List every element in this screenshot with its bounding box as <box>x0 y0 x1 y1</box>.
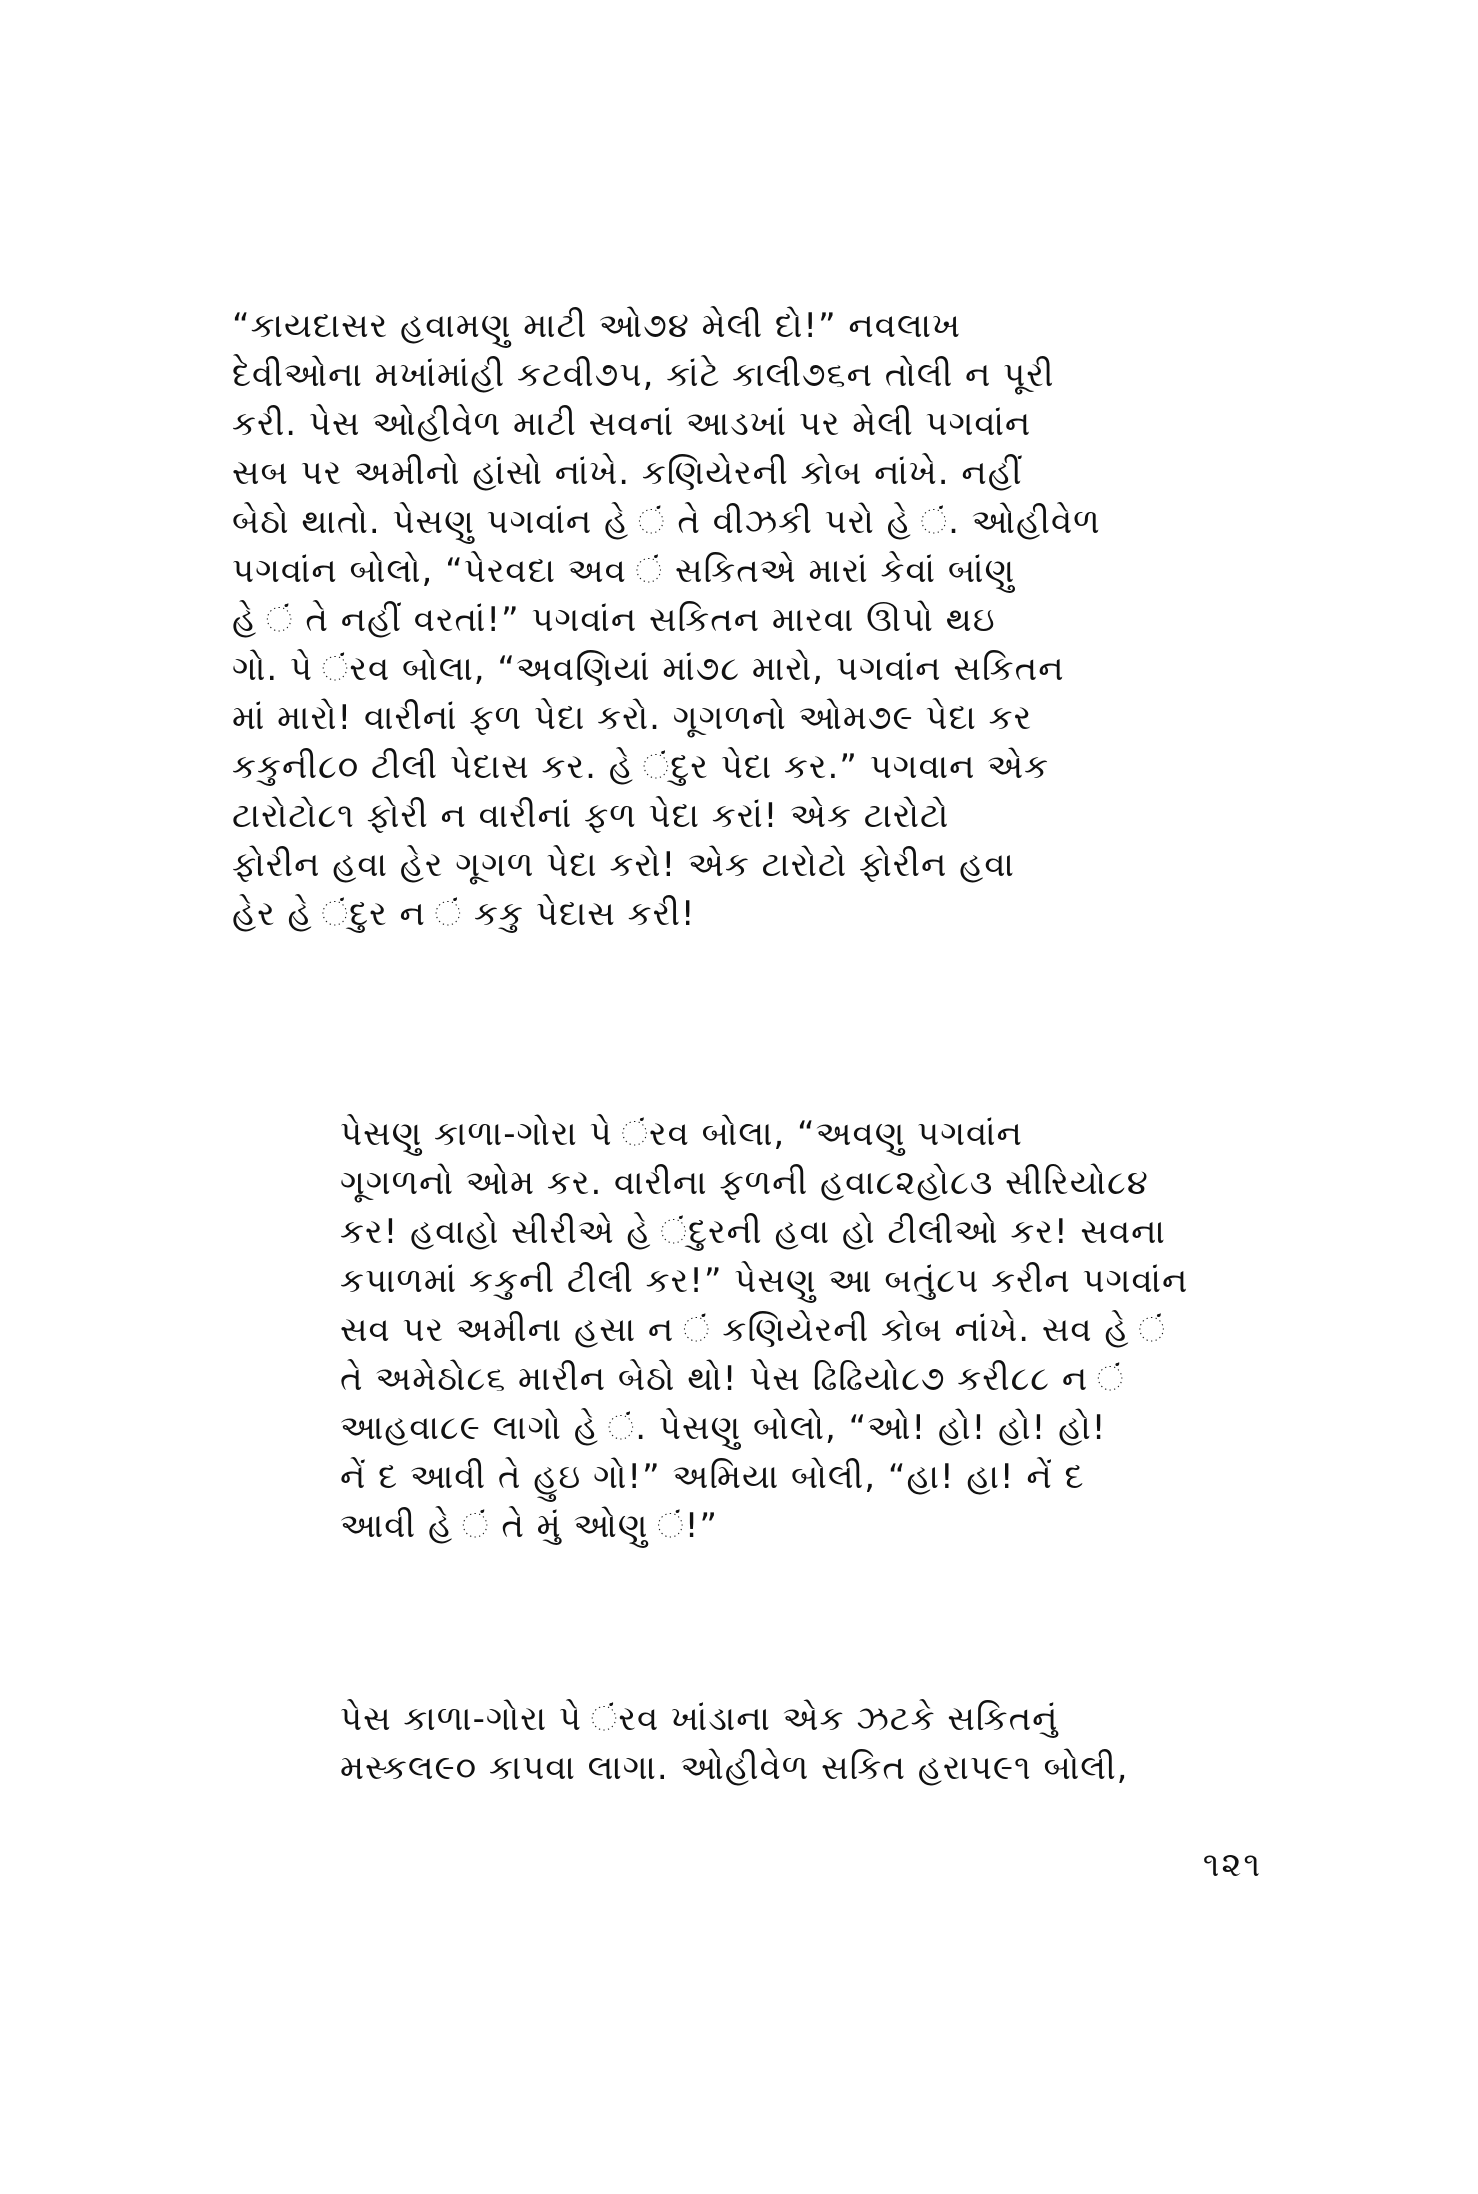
text-line: ટારોટો૮૧ ફોરી ન વારીનાં ફળ પેદા કરાં! એક ટારોટો <box>232 796 950 836</box>
text-line: ફોરીન હવા હેર ગૂગળ પેદા કરો! એક ટારોટો ફોરીન હવા <box>232 845 1015 885</box>
text-line: આહવા૮૯ લાગો હે ં. પેસણુ બોલો, “ઓ! હો! હો! હો! <box>340 1408 1107 1448</box>
text-line: દેવીઓના મખાંમાંહી કટવી૭૫, કાંટે કાલી૭૬ન તોલી ન પૂરી <box>232 355 1055 395</box>
text-line: પેસણુ કાળા-ગોરા પે ંરવ બોલા, “અવણુ પગવાંન <box>340 1114 1023 1154</box>
text-line: કરી. પેસ ઓહીવેળ માટી સવનાં આડખાં પર મેલી પગવાંન <box>232 404 1032 444</box>
text-line: સબ પર અમીનો હાંસો નાંખે. કણિયેરની કોબ નાંખે. નહીં <box>232 453 1023 493</box>
text-line: તે અમેઠો૮૬ મારીન બેઠો થો! પેસ ઢિઢિયો૮૭ કરી૮૮ ન ં <box>340 1359 1125 1399</box>
text-line: સવ પર અમીના હસા ન ં કણિયેરની કોબ નાંખે. સવ હે ં <box>340 1310 1166 1350</box>
text-line: “કાયદાસર હવામણુ માટી ઓ૭૪ મેલી દો!” નવલાખ <box>232 306 961 346</box>
text-line: હેર હે ંદુર ન ં કકુ પેદાસ કરી! <box>232 894 696 934</box>
text-line: આવી હે ં તે મું ઓણુ ં!” <box>340 1506 719 1546</box>
text-line: ગૂગળનો ઓમ કર. વારીના ફળની હવા૮૨હો૮૩ સીરિયો૮૪ <box>340 1163 1149 1203</box>
text-line: કપાળમાં કકુની ટીલી કર!” પેસણુ આ બતું૮૫ કરીન પગવાંન <box>340 1261 1189 1301</box>
page-number: ૧૨૧ <box>1202 1845 1262 1885</box>
text-line: ગો. પે ંરવ બોલા, “અવણિયાં માં૭૮ મારો, પગવાંન સકિતન <box>232 649 1065 689</box>
text-line: બેઠો થાતો. પેસણુ પગવાંન હે ં તે વીઝકી પરો હે ં. ઓહીવેળ <box>232 502 1101 542</box>
text-line: કર! હવાહો સીરીએ હે ંદુરની હવા હો ટીલીઓ કર! સવના <box>340 1212 1166 1252</box>
text-line: પેસ કાળા-ગોરા પે ંરવ ખાંડાના એક ઝટકે સકિતનું <box>340 1699 1059 1739</box>
paragraph-2 <box>232 1110 1262 1551</box>
text-line: મસ્કલ૯૦ કાપવા લાગા. ઓહીવેળ સકિત હરાપ૯૧ બોલી, <box>340 1748 1129 1788</box>
text-line: માં મારો! વારીનાં ફળ પેદા કરો. ગૂગળનો ઓમ૭૯ પેદા કર <box>232 698 1033 738</box>
text-line: નેં દ આવી તે હુઇ ગો!” અમિયા બોલી, “હા! હા! નેં દ <box>340 1457 1085 1497</box>
text-line: કકુની૮૦ ટીલી પેદાસ કર. હે ંદુર પેદા કર.” પગવાન એક <box>232 747 1050 787</box>
text-line: હે ં તે નહીં વરતાં!” પગવાંન સકિતન મારવા ઊપો થઇ <box>232 600 996 640</box>
paragraph-3 <box>232 1695 1262 1793</box>
text-line: પગવાંન બોલો, “પેરવદા અવ ં સકિતએ મારાં કેવાં બાંણુ <box>232 551 1016 591</box>
paragraph-1 <box>232 302 1262 939</box>
